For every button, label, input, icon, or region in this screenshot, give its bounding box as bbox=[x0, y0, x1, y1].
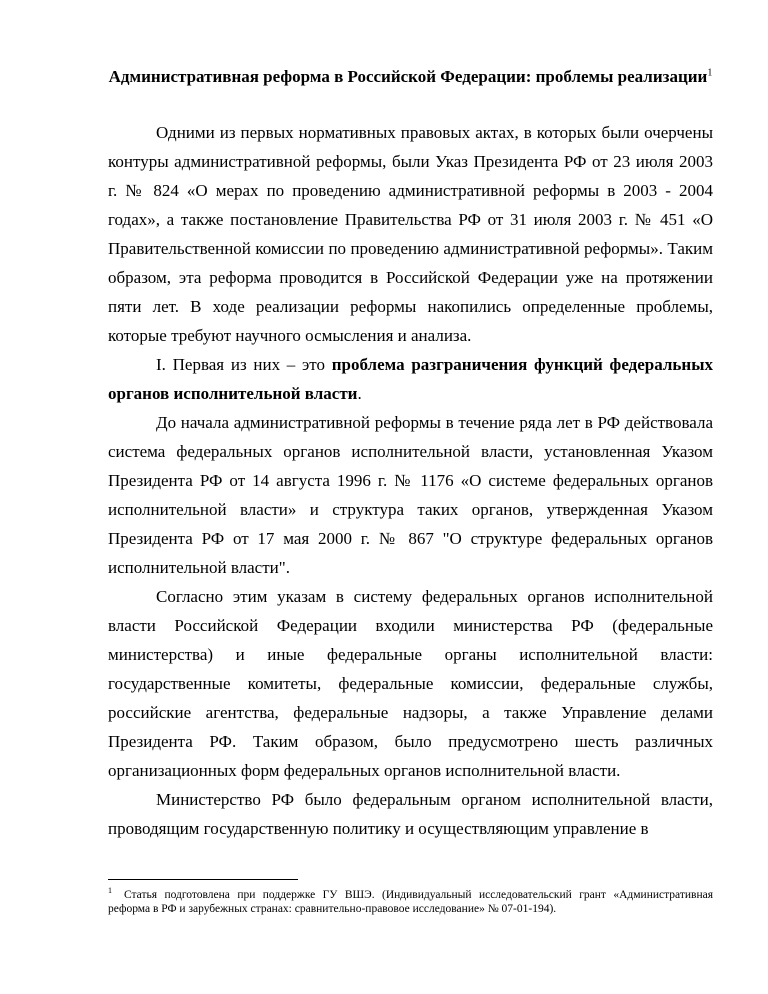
footnote-text: Статья подготовлена при поддержке ГУ ВШЭ. (Индивидуальный исследовательский грант «Административная реформа в РФ и зарубежных странах: сравнительно-правовое исследование» № 07-01-194). bbox=[108, 889, 713, 915]
paragraph-history: До начала административной реформы в течение ряда лет в РФ действовала система федеральных органов исполнительной власти, установленная Указом Президента РФ от 14 августа 1996 г. № 1176 «О системе федеральных органов исполнительной власти» и структура таких органов, утвержденная Указом Президента РФ от 17 мая 2000 г. № 867 "О структуре федеральных органов исполнительной власти". bbox=[108, 413, 713, 577]
paragraph-ministry: Министерство РФ было федеральным органом исполнительной власти, проводящим государственную политику и осуществляющим управление в bbox=[108, 790, 713, 838]
paragraph-system: Согласно этим указам в систему федеральных органов исполнительной власти Российской Федерации входили министерства РФ (федеральные министерства) и иные федеральные органы исполнительной власти: государственные комитеты, федеральные комиссии, федеральные службы, российские агентства, федеральные надзоры, а также Управление делами Президента РФ. Таким образом, было предусмотрено шесть различных организационных форм федеральных органов исполнительной власти. bbox=[108, 587, 713, 780]
paragraph-problem-one-prefix: I. Первая из них – это bbox=[156, 355, 332, 374]
document-title bbox=[108, 66, 713, 88]
footnote-divider bbox=[108, 879, 298, 880]
footnote-mark: 1 bbox=[108, 886, 112, 896]
paragraph-problem-one-suffix: . bbox=[357, 384, 362, 403]
title-text: Административная реформа в Российской Федерации: проблемы реализации bbox=[108, 67, 708, 86]
footnote bbox=[108, 888, 713, 916]
paragraph-intro: Одними из первых нормативных правовых актах, в которых были очерчены контуры административной реформы, были Указ Президента РФ от 23 июля 2003 г. № 824 «О мерах по проведению административной реформы в 2003 - 2004 годах», а также постановление Правительства РФ от 31 июля 2003 г. № 451 «О Правительственной комиссии по проведению административной реформы». Таким образом, эта реформа проводится в Российской Федерации уже на протяжении пяти лет. В ходе реализации реформы накопились определенные проблемы, которые требуют научного осмысления и анализа. bbox=[108, 123, 713, 345]
document-body bbox=[108, 118, 713, 843]
paragraph-problem-one bbox=[108, 350, 713, 408]
title-footnote-mark: 1 bbox=[707, 67, 713, 79]
paragraph-problem-one-bold: проблема разграничения функций федеральных органов исполнительной власти bbox=[108, 355, 713, 403]
